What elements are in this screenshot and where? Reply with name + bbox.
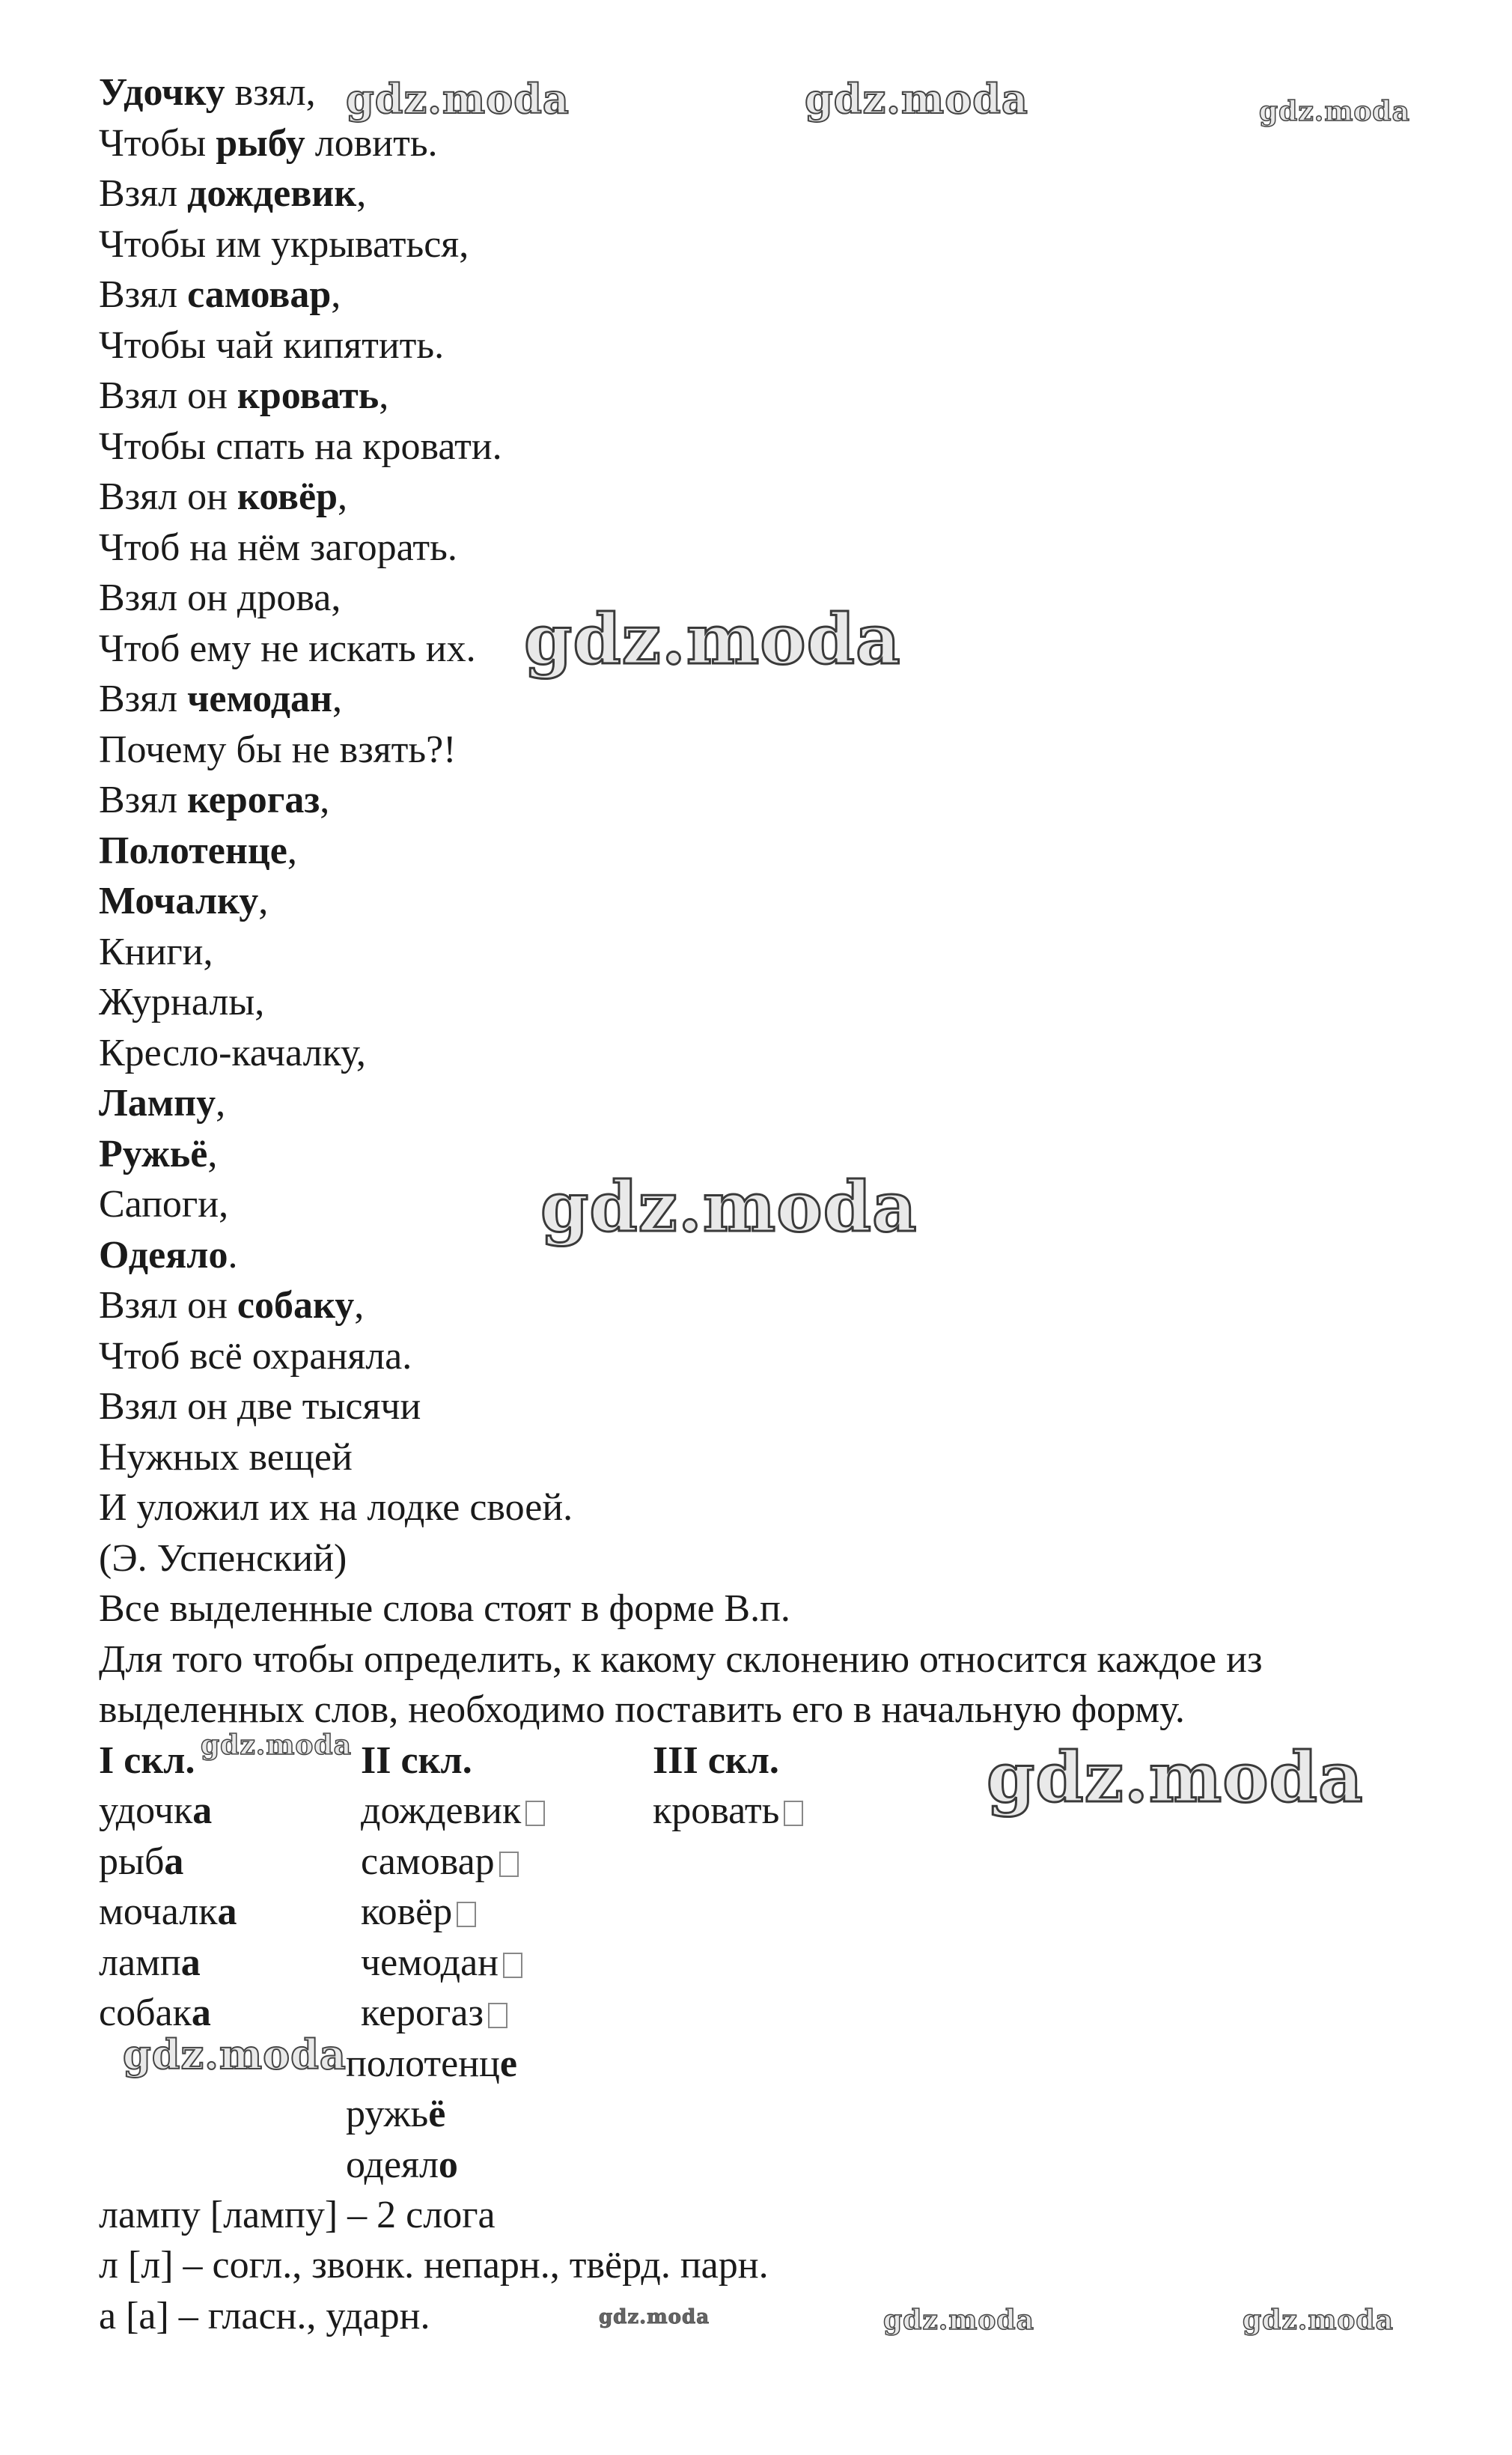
- poem-line: [99, 1280, 1461, 1331]
- poem-line: [99, 674, 1461, 725]
- text-segment: Чтоб всё охраняла.: [99, 1334, 412, 1378]
- poem-line: [99, 927, 1461, 978]
- word-ending: а: [180, 1941, 201, 1984]
- highlighted-word: Ружьё: [99, 1132, 208, 1175]
- highlighted-word: Полотенце: [99, 829, 287, 872]
- highlighted-word: керогаз: [187, 779, 320, 821]
- word-stem: одеял: [346, 2143, 439, 2186]
- poem-line: [99, 1230, 1461, 1281]
- declension-word: [361, 1988, 545, 2039]
- word-ending: а: [191, 1992, 211, 2034]
- poem-line: [99, 270, 1461, 320]
- poem-line: [99, 1129, 1461, 1180]
- text-segment: Чтобы им укрываться,: [99, 222, 469, 266]
- zero-ending-icon: [488, 2003, 507, 2028]
- zero-ending-icon: [525, 1801, 545, 1826]
- watermark: gdz.moda: [123, 2030, 347, 2078]
- poem-line: [99, 371, 1461, 422]
- poem-line: [99, 1533, 1461, 1584]
- declension-column-2: [346, 1735, 545, 2191]
- declension-word: [361, 1938, 545, 1989]
- word-ending: ё: [428, 2093, 446, 2135]
- text-segment: Взял: [99, 779, 188, 821]
- text-segment: Взял: [99, 678, 188, 720]
- text-segment: ,: [207, 1132, 218, 1175]
- text-segment: Чтоб ему не искать их.: [99, 627, 476, 670]
- text-segment: Взял он: [99, 374, 237, 417]
- word-ending: а: [192, 1789, 213, 1832]
- analysis-line-3: а [а] – гласн., ударн.: [99, 2294, 430, 2337]
- text-segment: Чтобы чай кипятить.: [99, 323, 445, 367]
- declension-column-1: [99, 1735, 237, 2039]
- text-segment: ,: [331, 273, 341, 316]
- poem-line: [99, 1381, 1461, 1432]
- analysis-line-1: лампу [лампу] – 2 слога: [99, 2193, 496, 2236]
- text-segment: ,: [354, 1284, 365, 1327]
- word-ending: о: [438, 2143, 458, 2186]
- declension-word: [99, 1837, 237, 1887]
- text-segment: Почему бы не взять?!: [99, 728, 457, 771]
- text-segment: взял,: [225, 71, 316, 114]
- highlighted-word: Лампу: [99, 1082, 216, 1125]
- poem-line: [99, 219, 1461, 270]
- declension-word: [99, 1988, 237, 2039]
- text-segment: (Э. Успенский): [99, 1536, 347, 1580]
- zero-ending-icon: [503, 1953, 522, 1978]
- poem-line: [99, 422, 1461, 472]
- word-stem: собак: [99, 1992, 192, 2034]
- word-stem: чемодан: [361, 1941, 499, 1984]
- word-ending: а: [164, 1840, 184, 1883]
- highlighted-word: чемодан: [187, 678, 333, 720]
- text-segment: ,: [258, 880, 269, 922]
- poem-line: [99, 573, 1461, 624]
- zero-ending-icon: [457, 1902, 476, 1927]
- highlighted-word: самовар: [187, 273, 332, 316]
- word-stem: дождевик: [361, 1789, 522, 1832]
- word-ending: а: [217, 1890, 237, 1933]
- word-stem: ружь: [346, 2093, 429, 2135]
- text-segment: ,: [356, 172, 367, 215]
- word-stem: кровать: [653, 1789, 780, 1832]
- poem-line: [99, 725, 1461, 776]
- text-segment: Кресло-качалку,: [99, 1031, 366, 1074]
- analysis-line-2: л [л] – согл., звонк. непарн., твёрд. парн.: [99, 2244, 769, 2287]
- watermark: gdz.moda: [540, 1166, 918, 1247]
- watermark: gdz.moda: [883, 2305, 1034, 2336]
- highlighted-word: собаку: [237, 1284, 355, 1327]
- poem-line: [99, 1432, 1461, 1483]
- text-segment: ловить.: [305, 121, 438, 165]
- declension-header: III скл.: [653, 1738, 779, 1782]
- poem: [99, 67, 1461, 1584]
- text-segment: Взял он: [99, 475, 237, 518]
- declension-table: [99, 1735, 1461, 2190]
- declension-word: [346, 2140, 545, 2191]
- word-stem: самовар: [361, 1840, 495, 1883]
- watermark: gdz.moda: [1243, 2305, 1394, 2336]
- poem-line: [99, 826, 1461, 877]
- word-stem: удочк: [99, 1789, 193, 1832]
- poem-line: [99, 977, 1461, 1028]
- text-segment: Взял: [99, 172, 188, 215]
- document-page: [99, 67, 1461, 2341]
- text-segment: ,: [320, 779, 330, 821]
- watermark: gdz.moda: [1259, 96, 1410, 127]
- text-segment: ,: [337, 475, 347, 518]
- declension-word: [346, 2039, 545, 2090]
- highlighted-word: рыбу: [216, 121, 305, 165]
- word-stem: ковёр: [361, 1890, 453, 1933]
- declension-header: I скл.: [99, 1738, 195, 1782]
- poem-line: [99, 1078, 1461, 1129]
- highlighted-word: кровать: [237, 374, 379, 417]
- watermark: gdz.moda: [524, 599, 901, 680]
- text-segment: Журналы,: [99, 981, 265, 1023]
- declension-word: [361, 1786, 545, 1837]
- declension-word: [99, 1786, 237, 1837]
- poem-line: [99, 67, 1461, 118]
- highlighted-word: Одеяло: [99, 1233, 228, 1277]
- poem-line: [99, 1028, 1461, 1079]
- text-segment: Сапоги,: [99, 1183, 229, 1226]
- declension-word: [346, 2089, 545, 2140]
- word-stem: рыб: [99, 1840, 165, 1883]
- poem-line: [99, 168, 1461, 219]
- declension-word: [361, 1887, 545, 1938]
- text-segment: Чтоб на нём загорать.: [99, 526, 457, 569]
- text-segment: Нужных вещей: [99, 1435, 353, 1479]
- text-segment: ,: [287, 829, 297, 872]
- word-stem: керогаз: [361, 1992, 484, 2034]
- highlighted-word: ковёр: [237, 475, 338, 518]
- poem-line: [99, 775, 1461, 826]
- text-segment: ,: [332, 678, 343, 720]
- declension-column-3: [653, 1735, 803, 1837]
- poem-line: [99, 1179, 1461, 1230]
- statement: Все выделенные слова стоят в форме В.п.: [99, 1587, 790, 1630]
- poem-line: [99, 1482, 1461, 1533]
- text-segment: Книги,: [99, 930, 213, 973]
- text-segment: Чтобы спать на кровати.: [99, 425, 502, 468]
- explanation-line-2: выделенных слов, необходимо поставить его в начальную форму.: [99, 1688, 1185, 1731]
- highlighted-word: Мочалку: [99, 880, 259, 922]
- text-segment: Взял: [99, 273, 188, 316]
- word-ending: е: [499, 2042, 517, 2085]
- poem-line: [99, 876, 1461, 927]
- highlighted-word: дождевик: [187, 172, 357, 215]
- zero-ending-icon: [784, 1801, 803, 1826]
- explanation-line-1: Для того чтобы определить, к какому склонению относится каждое из: [99, 1637, 1263, 1681]
- watermark: gdz.moda: [599, 2306, 710, 2328]
- text-segment: .: [228, 1233, 238, 1277]
- watermark: gdz.moda: [346, 75, 570, 123]
- poem-line: [99, 523, 1461, 574]
- poem-line: [99, 1331, 1461, 1382]
- text-segment: ,: [379, 374, 389, 417]
- text-segment: Чтобы: [99, 121, 216, 165]
- word-stem: мочалк: [99, 1890, 218, 1933]
- declension-word: [361, 1837, 545, 1887]
- poem-line: [99, 624, 1461, 675]
- poem-line: [99, 320, 1461, 371]
- declension-header: II скл.: [361, 1738, 472, 1782]
- declension-word: [99, 1887, 237, 1938]
- text-segment: Взял он дрова,: [99, 577, 341, 619]
- watermark: gdz.moda: [987, 1737, 1364, 1818]
- text-segment: Взял он: [99, 1284, 237, 1327]
- highlighted-word: Удочку: [99, 71, 225, 114]
- text-segment: Взял он две тысячи: [99, 1385, 421, 1428]
- poem-line: [99, 118, 1461, 169]
- text-segment: ,: [216, 1082, 226, 1125]
- declension-word: [653, 1786, 803, 1837]
- poem-line: [99, 472, 1461, 523]
- watermark: gdz.moda: [201, 1730, 352, 1761]
- watermark: gdz.moda: [805, 75, 1028, 123]
- text-segment: И уложил их на лодке своей.: [99, 1486, 573, 1529]
- word-stem: полотенц: [346, 2042, 500, 2085]
- word-stem: ламп: [99, 1941, 181, 1984]
- zero-ending-icon: [499, 1852, 519, 1877]
- declension-word: [99, 1938, 237, 1989]
